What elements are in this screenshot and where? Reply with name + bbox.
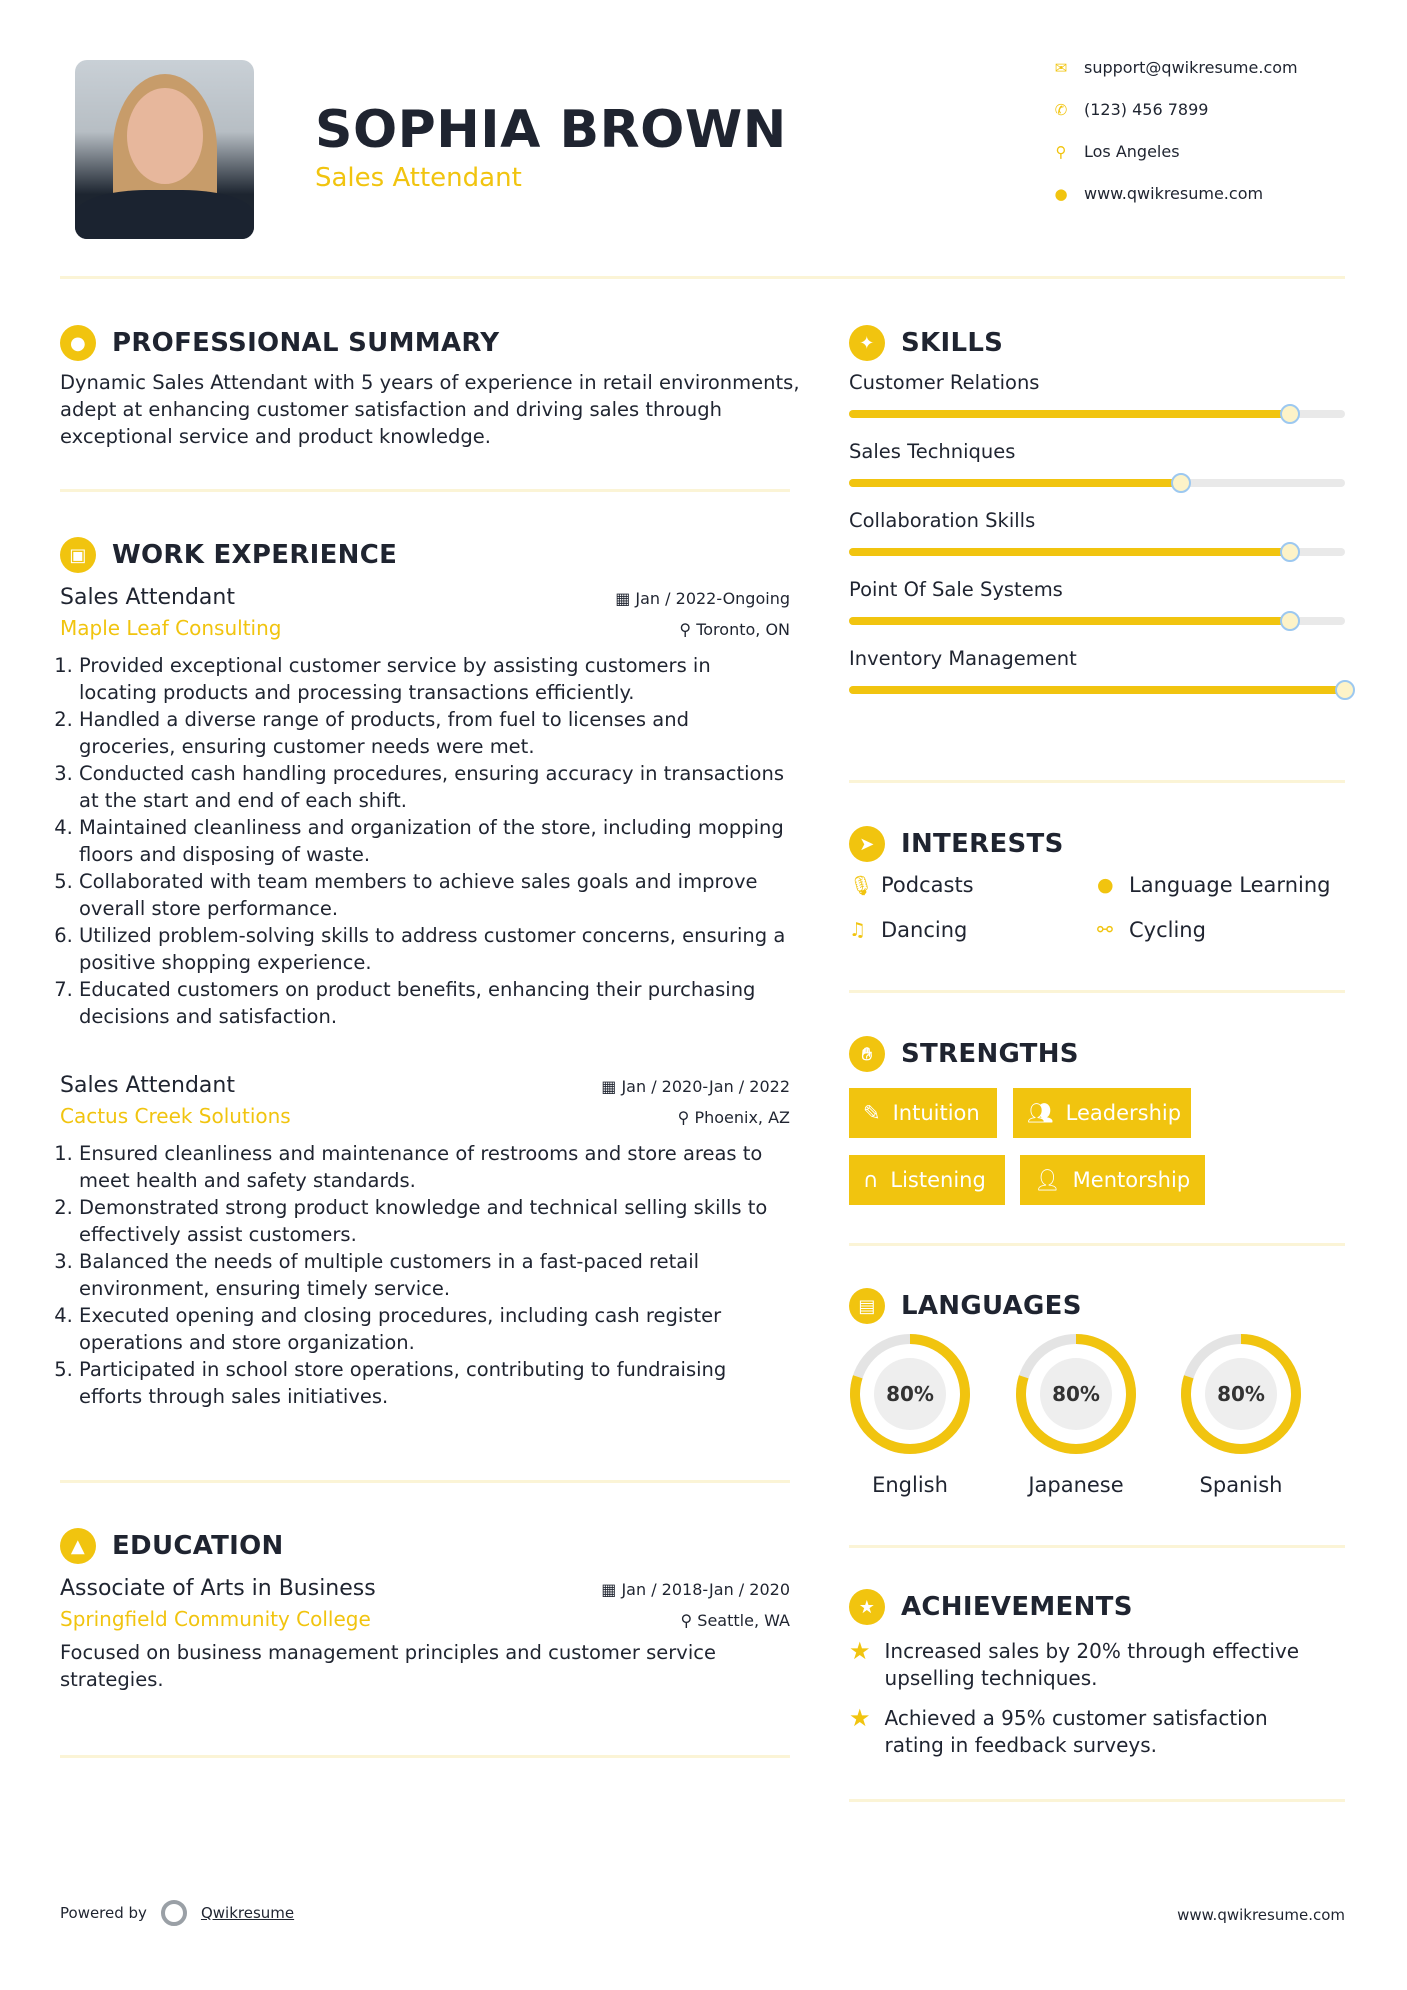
skill-bar (849, 410, 1345, 418)
section-title: ACHIEVEMENTS (901, 1592, 1133, 1622)
translate-icon: ▤ (849, 1288, 885, 1324)
language-name: Japanese (1028, 1473, 1124, 1497)
language-item (1180, 1333, 1306, 1497)
strength-chip (849, 1155, 1005, 1205)
language-name: English (872, 1473, 948, 1497)
section-divider (60, 1755, 790, 1758)
company-name: Cactus Creek Solutions (60, 1104, 291, 1128)
footer-powered (60, 1900, 294, 1926)
section-header (849, 1288, 1349, 1324)
duty-item: 3. Balanced the needs of multiple customers in a fast-paced retail environment, ensuring timely service. (79, 1248, 790, 1302)
brand-link[interactable]: Qwikresume (200, 1904, 295, 1922)
skill-label: Collaboration Skills (849, 509, 1036, 532)
skill-item (849, 509, 1349, 556)
language-item (849, 1333, 975, 1497)
strength-label: Mentorship (1072, 1168, 1191, 1192)
paper-plane-icon: ➤ (849, 826, 885, 862)
section-header (849, 826, 1349, 862)
skill-bar-knob (1335, 680, 1355, 700)
job-title: Sales Attendant (60, 1073, 235, 1098)
contact-text: (123) 456 7899 (1084, 100, 1209, 119)
skill-bar-fill (849, 617, 1290, 625)
skill-bar-knob (1280, 404, 1300, 424)
envelope-icon: ✉ (1054, 58, 1068, 77)
interest-label: Language Learning (1129, 873, 1331, 897)
star-icon: ★ (849, 1704, 871, 1732)
section-header (60, 537, 800, 573)
interest-item (849, 873, 974, 897)
skill-label: Sales Techniques (849, 440, 1016, 463)
user-icon: ● (60, 325, 96, 361)
skill-bar (849, 686, 1345, 694)
strength-chip (1013, 1088, 1191, 1138)
bicycle-icon: ⚯ (1097, 919, 1113, 941)
achievement-item (849, 1638, 1329, 1692)
section-header (849, 325, 1349, 361)
user-plus-icon: 👤︎ (1034, 1167, 1061, 1192)
job-location: ⚲ Phoenix, AZ (677, 1108, 790, 1127)
language-item (1015, 1333, 1141, 1497)
duty-item: 7. Educated customers on product benefits, enhancing their purchasing decisions and satisfaction. (79, 976, 790, 1030)
contact-website[interactable] (1052, 184, 1263, 203)
skills-section (849, 325, 1349, 694)
interests-section (849, 826, 1349, 862)
section-divider (849, 1545, 1345, 1548)
magic-wand-icon: ✎ (863, 1101, 881, 1125)
skill-bar (849, 479, 1345, 487)
skill-item (849, 578, 1349, 625)
skill-item (849, 647, 1349, 694)
candidate-role: Sales Attendant (315, 163, 522, 193)
languages-list (849, 1333, 1349, 1503)
section-title: INTERESTS (901, 829, 1064, 859)
location-text: Phoenix, AZ (694, 1108, 790, 1127)
job-location: ⚲ Toronto, ON (679, 620, 790, 639)
skill-bar-knob (1171, 473, 1191, 493)
section-divider (849, 990, 1345, 993)
briefcase-icon: ▣ (60, 537, 96, 573)
users-icon: 👥︎ (1027, 1100, 1054, 1125)
map-pin-icon: ⚲ (1055, 142, 1067, 161)
candidate-name: SOPHIA BROWN (315, 100, 787, 160)
education-description: Focused on business management principles and customer service strategies. (60, 1641, 716, 1691)
strength-chip (1020, 1155, 1205, 1205)
work-section (60, 537, 800, 1030)
skill-bar-knob (1280, 611, 1300, 631)
star-icon: ★ (849, 1637, 871, 1665)
skill-bar-knob (1280, 542, 1300, 562)
interest-label: Cycling (1129, 918, 1206, 942)
duty-item: 4. Maintained cleanliness and organization of the store, including mopping floors and disposing of waste. (79, 814, 790, 868)
lightbulb-icon: ✦ (849, 325, 885, 361)
education-entry (60, 1576, 790, 1693)
section-header (60, 1528, 800, 1564)
section-divider (849, 780, 1345, 783)
section-title: WORK EXPERIENCE (112, 540, 398, 570)
duty-item: 3. Conducted cash handling procedures, ensuring accuracy in transactions at the start and end of each shift. (79, 760, 790, 814)
skill-label: Customer Relations (849, 371, 1040, 394)
job-duties (60, 652, 790, 1030)
degree-title: Associate of Arts in Business (60, 1576, 376, 1601)
duty-item: 6. Utilized problem-solving skills to address customer concerns, ensuring a positive shopping experience. (79, 922, 790, 976)
strengths-section (849, 1036, 1349, 1072)
language-name: Spanish (1199, 1473, 1283, 1497)
job-entry (60, 1073, 790, 1410)
contact-text: support@qwikresume.com (1084, 58, 1298, 77)
strength-label: Intuition (892, 1101, 980, 1125)
job-entry (60, 585, 790, 1030)
achievement-item (849, 1705, 1329, 1759)
skill-bar-fill (849, 548, 1290, 556)
graduation-icon: ▲ (60, 1528, 96, 1564)
summary-text: Dynamic Sales Attendant with 5 years of experience in retail environments, adept at enhancing customer satisfaction and driving sales through exceptional service and product knowledge. (60, 371, 800, 448)
music-note-icon: ♫ (849, 919, 867, 941)
section-title: LANGUAGES (901, 1291, 1082, 1321)
skill-item (849, 371, 1349, 418)
section-header (849, 1036, 1349, 1072)
date-text: Jan / 2018-Jan / 2020 (621, 1580, 790, 1599)
powered-by-text: Powered by (60, 1904, 147, 1922)
skill-bar (849, 617, 1345, 625)
strength-label: Listening (890, 1168, 986, 1192)
education-location: ⚲ Seattle, WA (680, 1611, 790, 1630)
date-text: Jan / 2022-Ongoing (635, 589, 790, 608)
interest-item (1097, 873, 1330, 897)
skill-bar-fill (849, 410, 1290, 418)
languages-section (849, 1288, 1349, 1324)
section-header (849, 1589, 1349, 1625)
section-title: PROFESSIONAL SUMMARY (112, 328, 500, 358)
achievement-text: Increased sales by 20% through effective upselling techniques. (884, 1639, 1300, 1690)
skill-bar-fill (849, 479, 1181, 487)
summary-section (60, 325, 800, 450)
interest-label: Podcasts (881, 873, 974, 897)
duty-item: 2. Demonstrated strong product knowledge and technical selling skills to effectively assist customers. (79, 1194, 790, 1248)
language-percent: 80% (886, 1382, 934, 1406)
job-title: Sales Attendant (60, 585, 235, 610)
location-text: Toronto, ON (696, 620, 790, 639)
education-section (60, 1528, 800, 1693)
achievements-section (849, 1589, 1349, 1625)
contact-text: Los Angeles (1084, 142, 1180, 161)
profile-photo (75, 60, 254, 239)
job-date: ▦ Jan / 2022-Ongoing (615, 589, 790, 608)
duty-item: 5. Participated in school store operations, contributing to fundraising efforts through sales initiatives. (79, 1356, 790, 1410)
globe-icon: ● (1054, 184, 1068, 203)
date-text: Jan / 2020-Jan / 2022 (621, 1077, 790, 1096)
language-ring (1015, 1333, 1137, 1455)
language-percent: 80% (1052, 1382, 1100, 1406)
duty-item: 1. Provided exceptional customer service by assisting customers in locating products and processing transactions efficiently. (79, 652, 790, 706)
language-ring (1180, 1333, 1302, 1455)
skill-item (849, 440, 1349, 487)
education-date: ▦ Jan / 2018-Jan / 2020 (601, 1580, 790, 1599)
globe-icon: ● (1097, 874, 1114, 896)
duty-item: 4. Executed opening and closing procedures, including cash register operations and store organization. (79, 1302, 790, 1356)
job-date: ▦ Jan / 2020-Jan / 2022 (601, 1077, 790, 1096)
interest-item (849, 918, 967, 942)
section-divider (849, 1799, 1345, 1802)
contact-email[interactable] (1052, 58, 1298, 77)
section-divider (60, 1480, 790, 1483)
skill-bar-fill (849, 686, 1345, 694)
strength-chip (849, 1088, 997, 1138)
header-divider (60, 276, 1345, 279)
strength-label: Leadership (1065, 1101, 1182, 1125)
contact-text: www.qwikresume.com (1084, 184, 1264, 203)
location-text: Seattle, WA (697, 1611, 790, 1630)
section-header (60, 325, 800, 361)
phone-icon: ✆ (1054, 100, 1068, 119)
language-percent: 80% (1217, 1382, 1265, 1406)
company-name: Maple Leaf Consulting (60, 616, 282, 640)
section-title: STRENGTHS (901, 1039, 1079, 1069)
section-divider (849, 1243, 1345, 1246)
duty-item: 2. Handled a diverse range of products, from fuel to licenses and groceries, ensuring customer needs were met. (79, 706, 790, 760)
skill-label: Inventory Management (849, 647, 1077, 670)
section-title: SKILLS (901, 328, 1004, 358)
interest-label: Dancing (881, 918, 968, 942)
headphones-icon: ∩ (863, 1168, 879, 1192)
school-name: Springfield Community College (60, 1607, 371, 1631)
skill-bar (849, 548, 1345, 556)
contact-location (1052, 142, 1180, 161)
duty-item: 1. Ensured cleanliness and maintenance of restrooms and store areas to meet health and safety standards. (79, 1140, 790, 1194)
microphone-icon: 🎙︎ (849, 874, 874, 897)
achievement-text: Achieved a 95% customer satisfaction rating in feedback surveys. (884, 1706, 1268, 1757)
trophy-icon: ★ (849, 1589, 885, 1625)
section-divider (60, 489, 790, 492)
qwikresume-logo-icon (161, 1900, 187, 1926)
footer-url[interactable]: www.qwikresume.com (1177, 1906, 1345, 1924)
skill-label: Point Of Sale Systems (849, 578, 1063, 601)
section-title: EDUCATION (112, 1531, 284, 1561)
hand-icon: ✋︎ (849, 1036, 885, 1072)
language-ring (849, 1333, 971, 1455)
duty-item: 5. Collaborated with team members to achieve sales goals and improve overall store performance. (79, 868, 790, 922)
job-duties (60, 1140, 790, 1410)
interest-item (1097, 918, 1206, 942)
contact-phone (1052, 100, 1208, 119)
